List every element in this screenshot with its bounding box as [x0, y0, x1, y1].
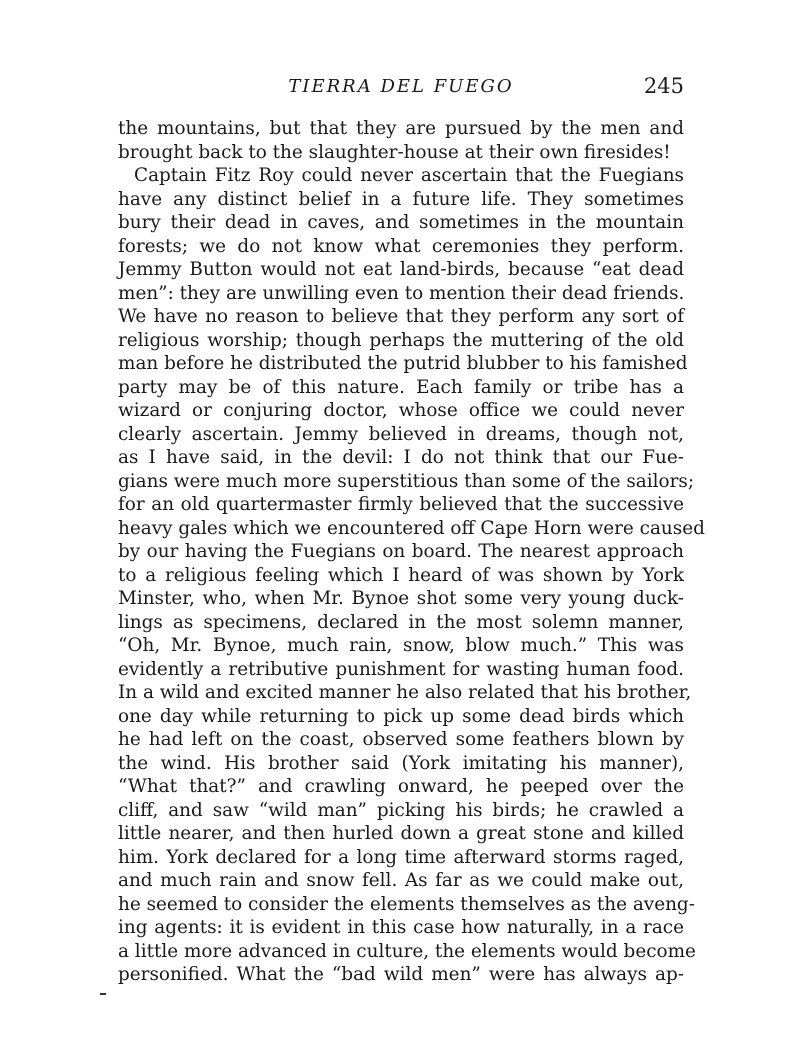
page-number: 245: [643, 74, 684, 98]
text-line: a little more advanced in culture, the elements would become: [118, 940, 696, 962]
running-title: TIERRA DEL FUEGO: [288, 76, 514, 97]
text-line: Jemmy Button would not eat land-birds, because “eat dead: [118, 259, 684, 280]
text-line: lings as specimens, declared in the most solemn manner,: [118, 611, 684, 633]
text-line: and much rain and snow fell. As far as we could make out,: [118, 870, 684, 891]
text-line: party may be of this nature. Each family or tribe has a: [118, 376, 684, 398]
text-line: for an old quartermaster firmly believed that the successive: [118, 494, 684, 515]
body-text: [118, 117, 705, 987]
text-line: brought back to the slaughter-house at their own firesides!: [118, 141, 671, 163]
text-line: him. York declared for a long time afterward storms raged,: [118, 846, 684, 868]
text-line: the wind. His brother said (York imitating his manner),: [118, 752, 684, 774]
text-line: cliff, and saw “wild man” picking his birds; he crawled a: [118, 799, 684, 821]
text-line: to a religious feeling which I heard of was shown by York: [118, 564, 684, 586]
text-line: Captain Fitz Roy could never ascertain that the Fuegians: [134, 165, 684, 186]
text-line: he seemed to consider the elements themselves as the aveng-: [118, 893, 695, 915]
running-head: [118, 74, 684, 100]
text-line: have any distinct belief in a future life. They sometimes: [118, 188, 684, 210]
text-line: as I have said, in the devil: I do not think that our Fue-: [118, 447, 684, 468]
text-line: In a wild and excited manner he also related that his brother,: [118, 682, 692, 703]
text-line: little nearer, and then hurled down a great stone and killed: [118, 823, 684, 844]
text-line: he had left on the coast, observed some feathers blown by: [118, 729, 684, 750]
text-line: evidently a retributive punishment for wasting human food.: [118, 658, 684, 680]
text-line: We have no reason to believe that they perform any sort of: [118, 306, 684, 327]
text-line: heavy gales which we encountered off Cape Horn were caused: [118, 517, 705, 539]
text-line: Minster, who, when Mr. Bynoe shot some very young duck-: [118, 588, 684, 609]
text-line: by our having the Fuegians on board. The nearest approach: [118, 541, 684, 562]
text-line: one day while returning to pick up some dead birds which: [118, 705, 684, 727]
text-line: religious worship; though perhaps the muttering of the old: [118, 329, 684, 351]
margin-mark: [100, 993, 106, 995]
text-line: clearly ascertain. Jemmy believed in dreams, though not,: [118, 423, 684, 445]
text-line: bury their dead in caves, and sometimes in the mountain: [118, 212, 684, 233]
text-line: the mountains, but that they are pursued by the men and: [118, 118, 684, 139]
text-line: personified. What the “bad wild men” were has always ap-: [118, 964, 684, 985]
text-line: men”: they are unwilling even to mention their dead friends.: [118, 282, 685, 304]
text-line: wizard or conjuring doctor, whose office we could never: [118, 400, 684, 421]
text-line: “What that?” and crawling onward, he peeped over the: [118, 776, 684, 797]
text-line: man before he distributed the putrid blubber to his famished: [118, 353, 688, 374]
text-line: ing agents: it is evident in this case how naturally, in a race: [118, 917, 684, 938]
text-line: gians were much more superstitious than some of the sailors;: [118, 470, 695, 492]
text-line: forests; we do not know what ceremonies they perform.: [118, 235, 684, 257]
text-line: “Oh, Mr. Bynoe, much rain, snow, blow much.” This was: [118, 635, 684, 656]
